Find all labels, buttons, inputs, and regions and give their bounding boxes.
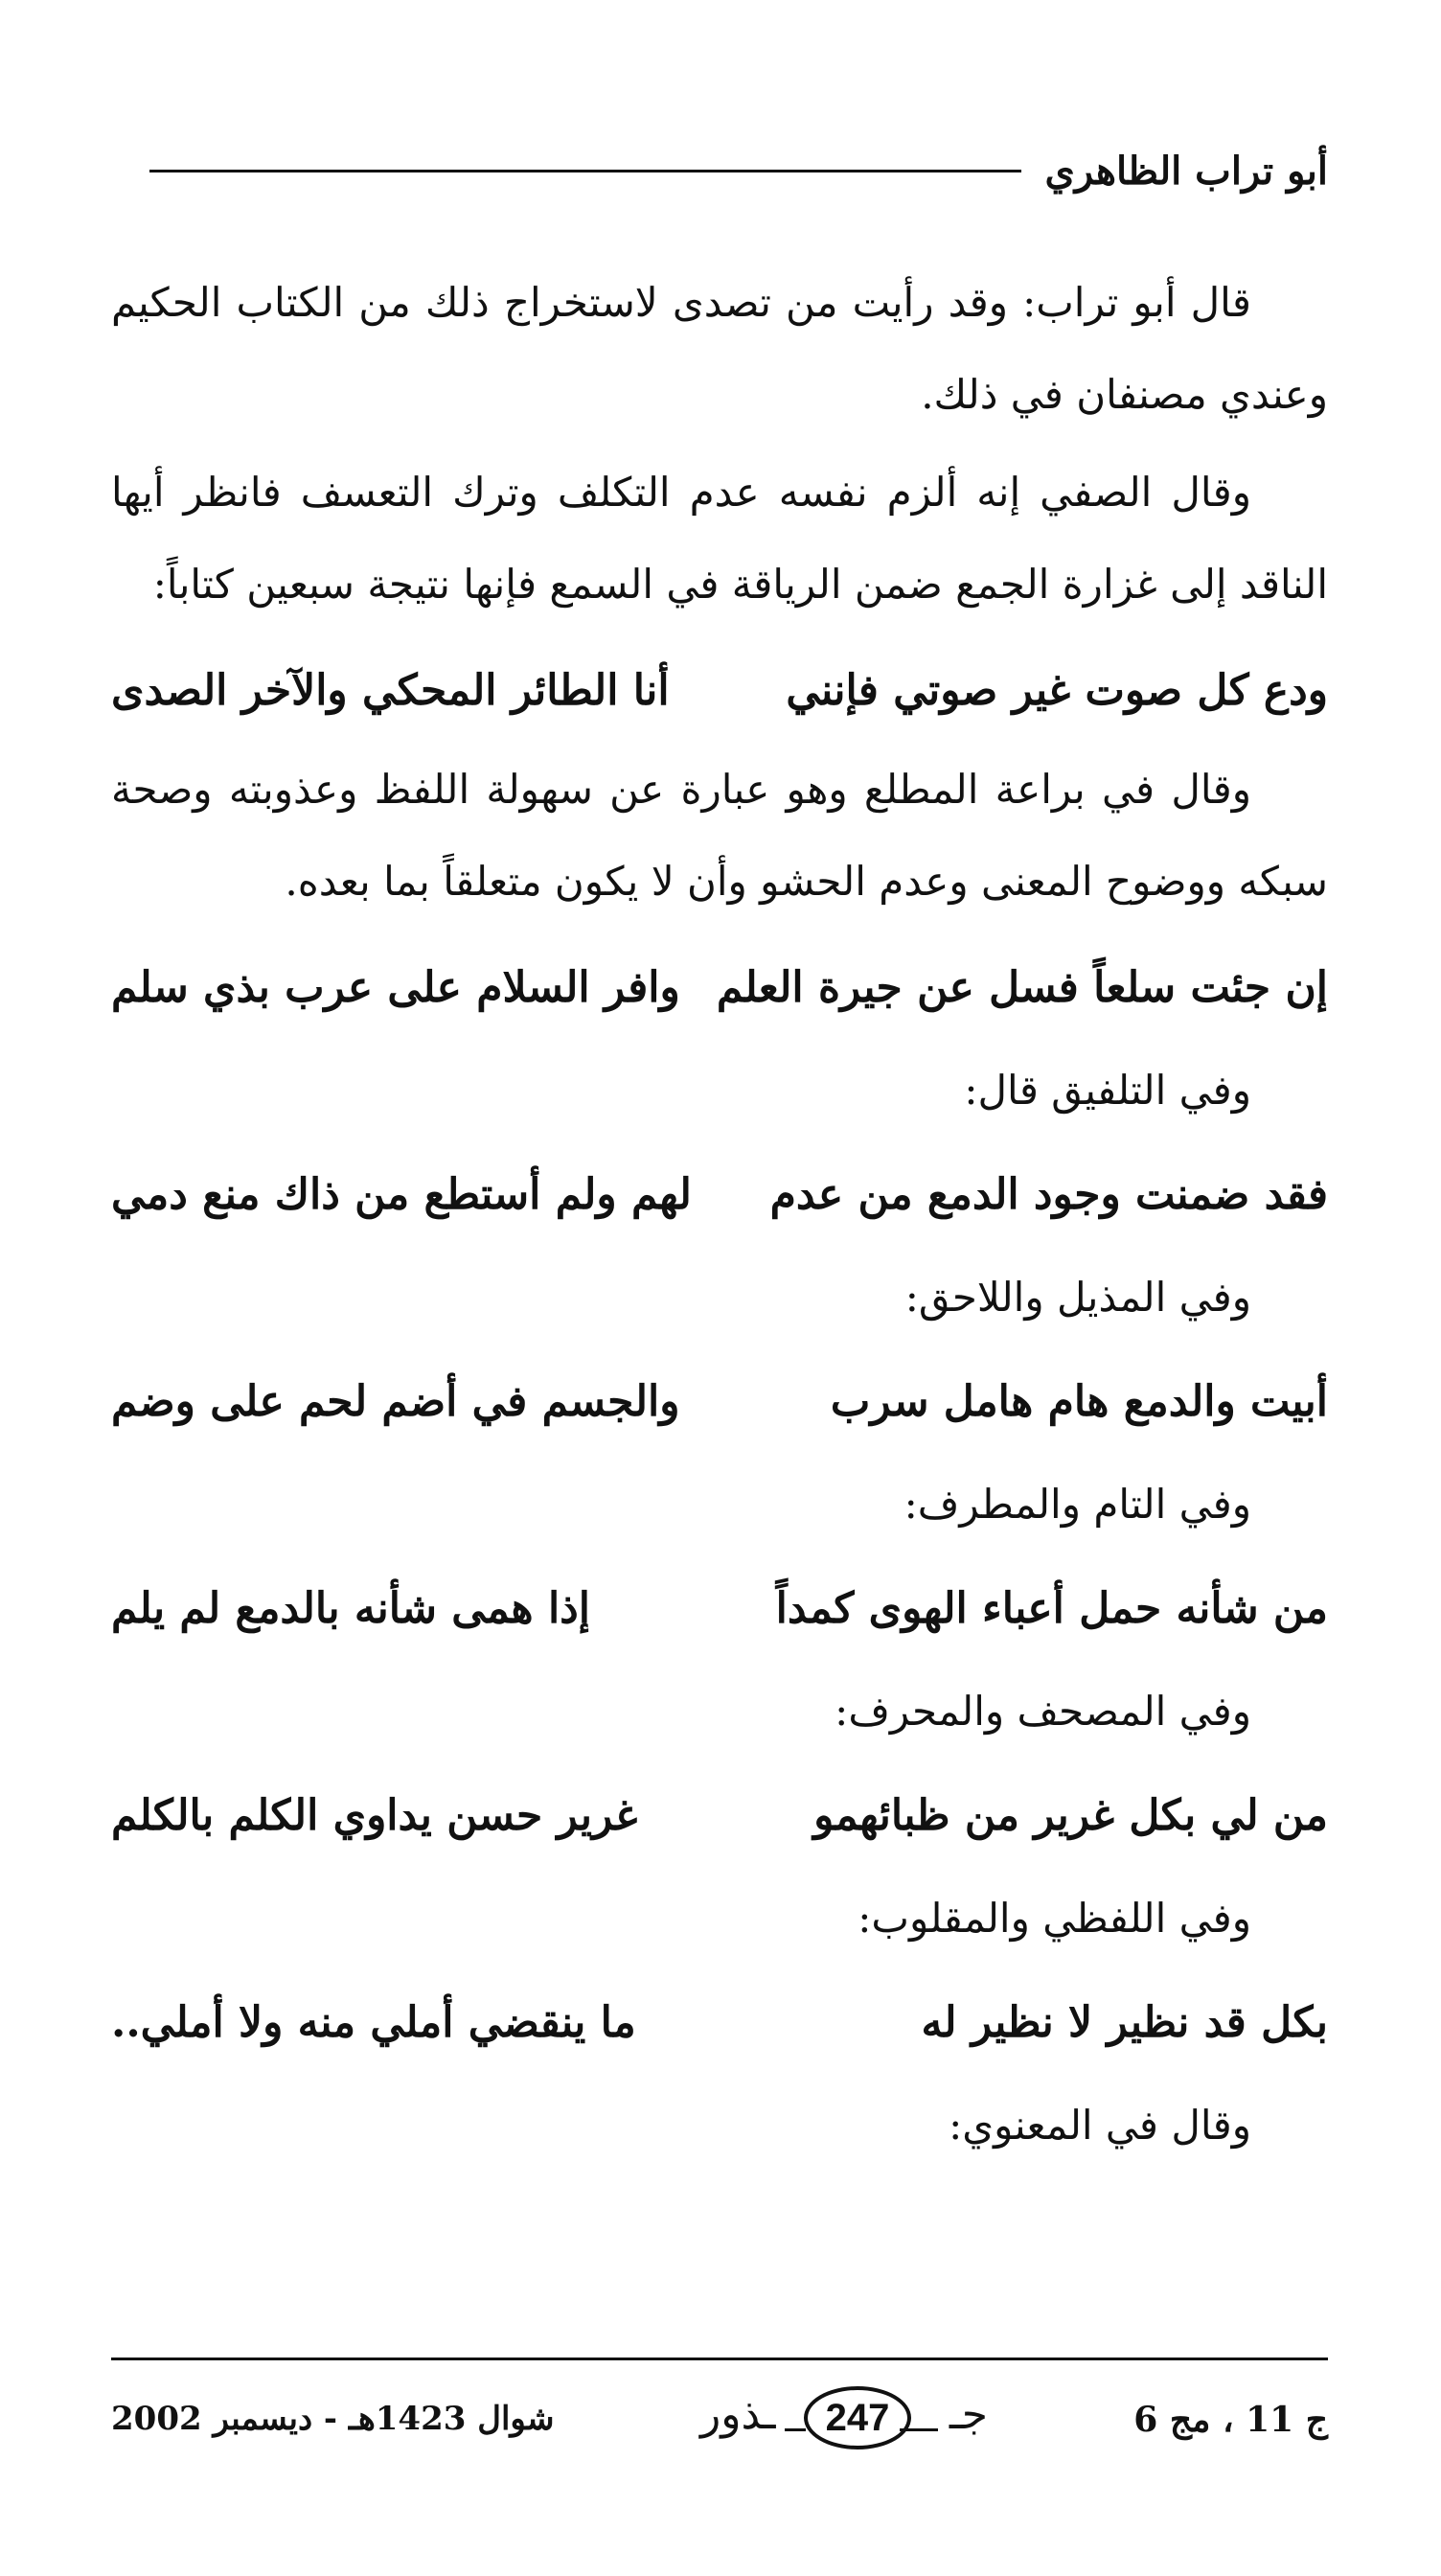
verse-5-first-hemistich: من شأنه حمل أعباء الهوى كمداً	[775, 1583, 1328, 1633]
footer-rule	[111, 2358, 1328, 2360]
verse-3-first-hemistich: فقد ضمنت وجود الدمع من عدم	[769, 1169, 1328, 1219]
verse-2-first-hemistich: إن جئت سلعاً فسل عن جيرة العلم	[716, 962, 1328, 1012]
verse-5-second-hemistich: إذا همى شأنه بالدمع لم يلم	[111, 1583, 590, 1633]
verse-1-second-hemistich: أنا الطائر المحكي والآخر الصدى	[111, 665, 670, 715]
volume-issue: ج 11 ، مج 6	[1133, 2400, 1328, 2440]
intro-manawi: وقال في المعنوي:	[949, 2102, 1251, 2149]
header-rule	[149, 170, 1021, 172]
page-number: 247	[804, 2386, 911, 2450]
verse-3-second-hemistich: لهم ولم أستطع من ذاك منع دمي	[111, 1169, 692, 1219]
paragraph-1: قال أبو تراب: وقد رأيت من تصدى لاستخراج ذلك من الكتاب الحكيم وعندي مصنفان في ذلك.	[111, 279, 1328, 418]
verse-6-second-hemistich: غرير حسن يداوي الكلم بالكلم	[111, 1790, 638, 1840]
paragraph-2: وقال الصفي إنه ألزم نفسه عدم التكلف وترك التعسف فانظر أيها الناقد إلى غزارة الجمع ضمن الرياقة في السمع فإنها نتيجة سبعين كتاباً:	[111, 469, 1328, 608]
tatweel-line	[785, 2428, 806, 2431]
verse-7-second-hemistich: ما ينقضي أملي منه ولا أملي..	[111, 1997, 636, 2047]
verse-4-first-hemistich: أبيت والدمع هام هامل سرب	[830, 1376, 1328, 1426]
intro-lafzi: وفي اللفظي والمقلوب:	[858, 1895, 1251, 1942]
verse-6-first-hemistich: من لي بكل غرير من ظبائهمو	[813, 1790, 1328, 1840]
verse-2	[111, 933, 1328, 1041]
verse-7	[111, 1968, 1328, 2076]
page-footer	[111, 2379, 1328, 2465]
verse-6	[111, 1761, 1328, 1869]
magazine-name-end: ـذور	[700, 2390, 776, 2439]
magazine-title	[700, 2379, 988, 2465]
verse-2-second-hemistich: وافر السلام على عرب بذي سلم	[111, 962, 680, 1012]
verse-7-first-hemistich: بكل قد نظير لا نظير له	[921, 1997, 1328, 2047]
intro-tamm: وفي التام والمطرف:	[903, 1481, 1251, 1528]
paragraph-3: وقال في براعة المطلع وهو عبارة عن سهولة اللفظ وعذوبته وصحة سبكه ووضوح المعنى وعدم الحشو وأن لا يكون متعلقاً بما بعده.	[111, 766, 1328, 905]
header-title: أبو تراب الظاهري	[1044, 148, 1328, 194]
verse-4	[111, 1347, 1328, 1455]
verse-3	[111, 1140, 1328, 1248]
intro-musahhaf: وفي المصحف والمحرف:	[835, 1688, 1251, 1735]
verse-4-second-hemistich: والجسم في أضم لحم على وضم	[111, 1376, 680, 1426]
magazine-name-start: جـ	[949, 2390, 988, 2439]
verse-1-first-hemistich: ودع كل صوت غير صوتي فإنني	[786, 665, 1328, 715]
running-header	[111, 142, 1328, 199]
main-text	[111, 257, 1328, 2175]
issue-date: شوال 1423هـ - ديسمبر 2002	[111, 2400, 555, 2438]
verse-5	[111, 1554, 1328, 1662]
intro-mudhayyal: وفي المذيل واللاحق:	[904, 1274, 1251, 1321]
intro-talfiq: وفي التلفيق قال:	[964, 1067, 1251, 1114]
verse-1	[111, 636, 1328, 744]
